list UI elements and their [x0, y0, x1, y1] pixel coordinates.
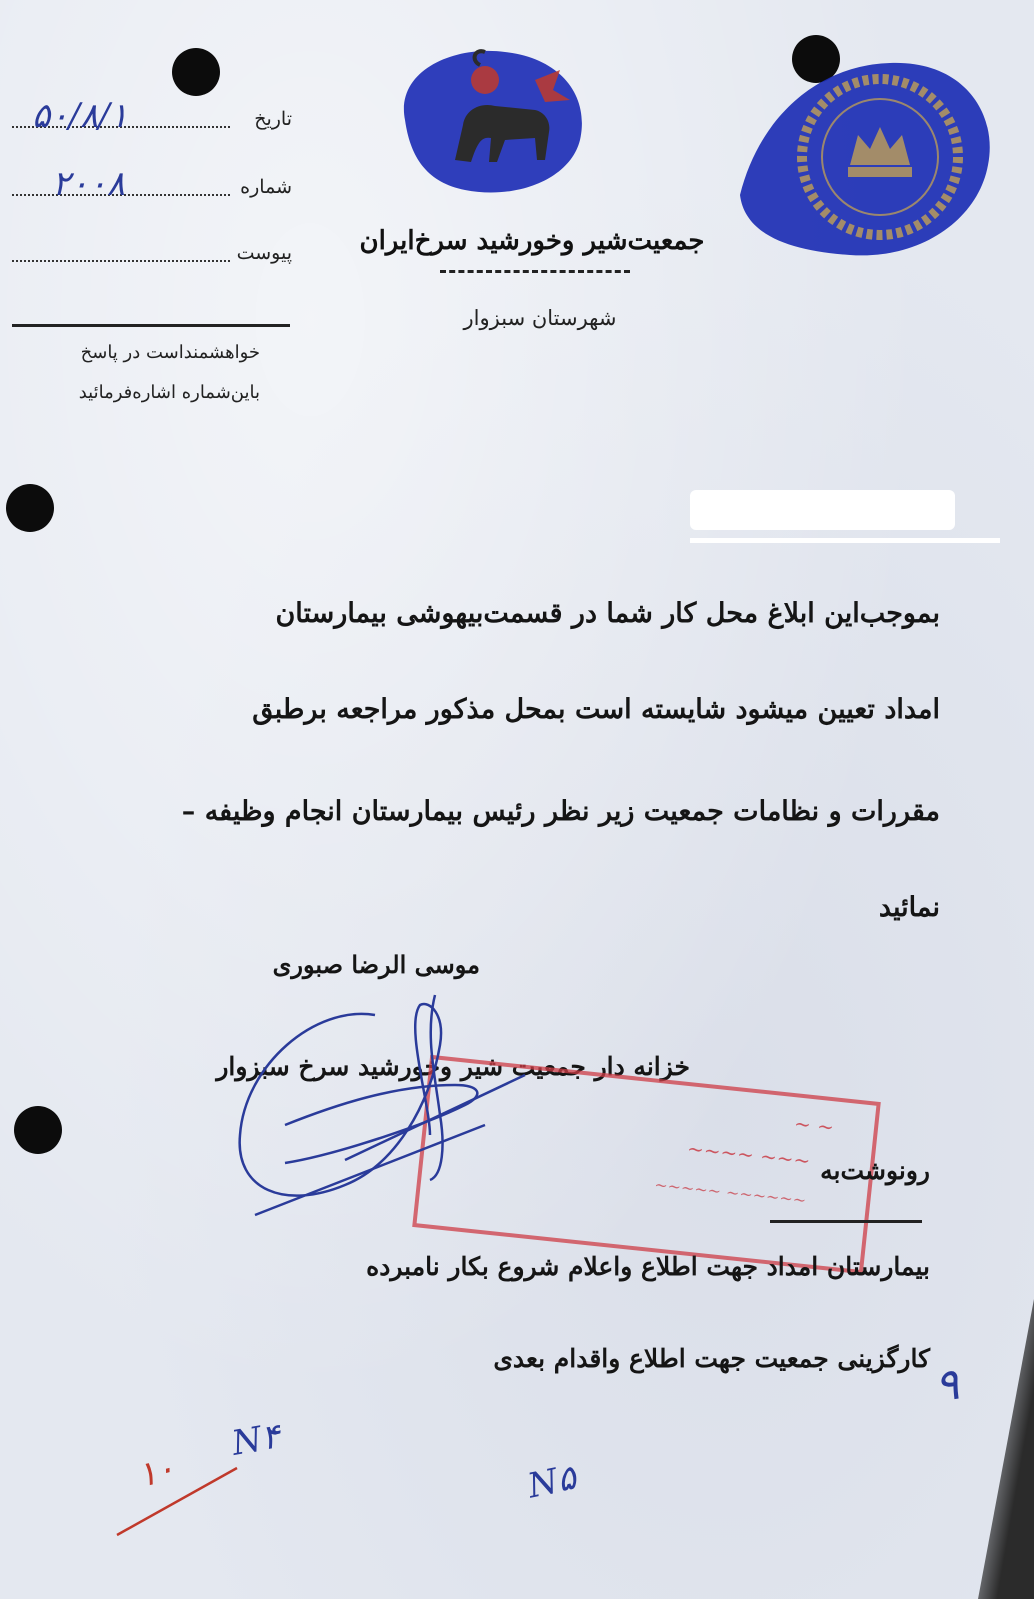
body-line-3: مقررات و نظامات جمعیت زیر نظر رئیس بیمارستان انجام وظیفه – — [181, 796, 940, 827]
handwritten-note-b: N۵ — [524, 1457, 580, 1507]
stamp-mark: ~~~~~ ~~~~~~ — [653, 1174, 808, 1210]
branch-name: شهرستان سبزوار — [463, 306, 617, 330]
stamp-mark: ~ ~ — [792, 1111, 836, 1140]
crown-seal-icon — [730, 45, 1000, 265]
redacted-name — [690, 490, 955, 530]
cc-line-1: بیمارستان امداد جهت اطلاع واعلام شروع بکار نامبرده — [366, 1252, 930, 1281]
body-line-1: بموجب‌این ابلاغ محل کار شما در قسمت‌بیهوشی بیمارستان — [275, 598, 940, 629]
lion-and-sun-emblem — [385, 40, 595, 200]
header-rule — [12, 324, 290, 327]
redacted-underline — [690, 538, 1000, 543]
organization-title: جمعیت‌شیر وخورشید سرخ‌ایران — [359, 226, 705, 256]
official-seal — [730, 45, 1000, 265]
number-field — [12, 164, 292, 206]
dotted-divider — [440, 270, 630, 273]
signatory-name: موسی الرضا صبوری — [272, 950, 480, 979]
handwritten-signature — [225, 985, 525, 1245]
number-label: شماره — [240, 176, 292, 198]
stamp-mark: ~~~~ ~~~ — [686, 1136, 812, 1174]
dotted-line — [12, 260, 230, 262]
reply-note-line1: خواهشمنداست در پاسخ — [80, 342, 260, 363]
cc-underline — [770, 1220, 922, 1223]
punch-hole — [6, 484, 54, 532]
number-value-handwritten: ۲۰۰۸ — [52, 164, 126, 204]
signatory-title: خزانه دار جمعیت شیر وخورشید سرخ سبزوار — [216, 1052, 690, 1081]
cc-heading: رونوشت‌به — [820, 1156, 930, 1185]
handwritten-note-a: N۴ — [228, 1416, 284, 1464]
date-label: تاریخ — [254, 108, 292, 130]
handwritten-mark-right: ۹ — [931, 1358, 963, 1413]
punch-hole — [14, 1106, 62, 1154]
body-line-2: امداد تعیین میشود شایسته است بمحل مذکور مراجعه برطبق — [252, 694, 940, 725]
handwritten-number-red: ۱۰ — [133, 1447, 180, 1497]
cc-line-2: کارگزینی جمعیت جهت اطلاع واقدام بعدی — [493, 1344, 930, 1373]
lion-emblem-icon — [385, 40, 595, 200]
red-pen-stroke — [112, 1460, 242, 1540]
date-field — [12, 96, 292, 138]
date-value-handwritten: ۵۰/۸/۱ — [32, 96, 128, 136]
reply-note-line2: باین‌شماره اشاره‌فرمائید — [78, 382, 260, 403]
punch-hole — [172, 48, 220, 96]
body-line-4: نمائید — [878, 892, 940, 923]
attachment-label: پیوست — [236, 242, 292, 264]
attachment-field — [12, 242, 292, 272]
